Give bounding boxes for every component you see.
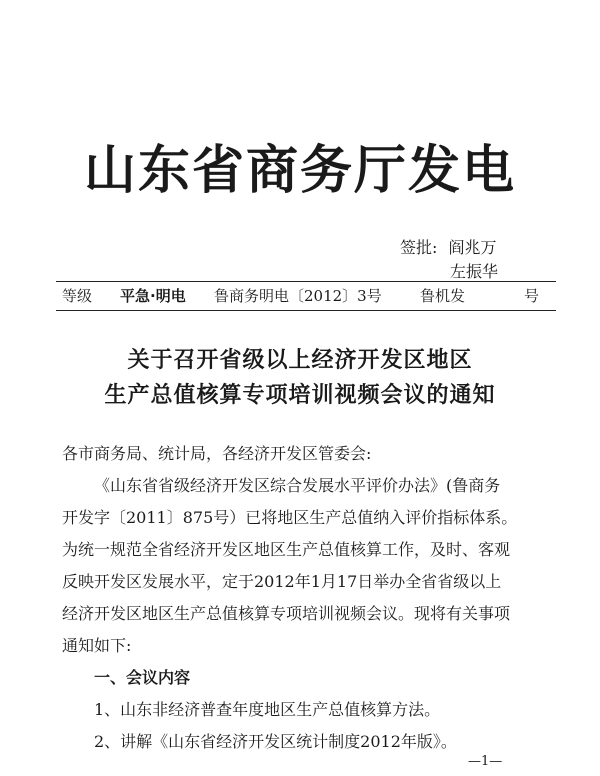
notice-title-line: 生产总值核算专项培训视频会议的通知 [104,382,496,408]
signer-name: 阎兆万 [448,238,497,257]
sign-block [400,236,498,284]
paragraph-line: 通知如下: [62,636,132,655]
sign-label: 签批: [400,238,438,257]
list-item: 2、讲解《山东省经济开发区统计制度2012年版》。 [94,732,457,751]
paragraph-line: 经济开发区地区生产总值核算专项培训视频会议。现将有关事项 [62,604,511,623]
salutation: 各市商务局、统计局，各经济开发区管委会: [62,444,372,463]
paragraph-line: 为统一规范全省经济开发区地区生产总值核算工作，及时、客观 [62,540,511,559]
list-item: 1、山东非经济普查年度地区生产总值核算方法。 [94,700,441,719]
notice-title-line: 关于召开省级以上经济开发区地区 [127,347,473,373]
divider [56,310,556,311]
issuer-number-suffix: 号 [524,287,540,305]
signer-name: 左振华 [450,262,499,281]
page-number: —1— [468,754,503,769]
section-heading: 一、会议内容 [94,668,191,687]
masthead: 山东省商务厅发电 [83,140,516,201]
issuer-code: 鲁机发 [420,287,466,305]
divider [56,281,556,282]
paragraph-line: 开发字〔2011〕875号）已将地区生产总值纳入评价指标体系。 [62,508,518,527]
notice-body [62,438,552,758]
document-number: 鲁商务明电〔2012〕3号 [214,287,382,305]
grade-label: 等级 [62,287,93,305]
doc-meta-row [62,285,554,307]
paragraph-line: 反映开发区发展水平，定于2012年1月17日举办全省省级以上 [62,572,502,591]
grade-value: 平急·明电 [120,287,186,305]
paragraph-line: 《山东省省级经济开发区综合发展水平评价办法》(鲁商务 [94,476,501,495]
